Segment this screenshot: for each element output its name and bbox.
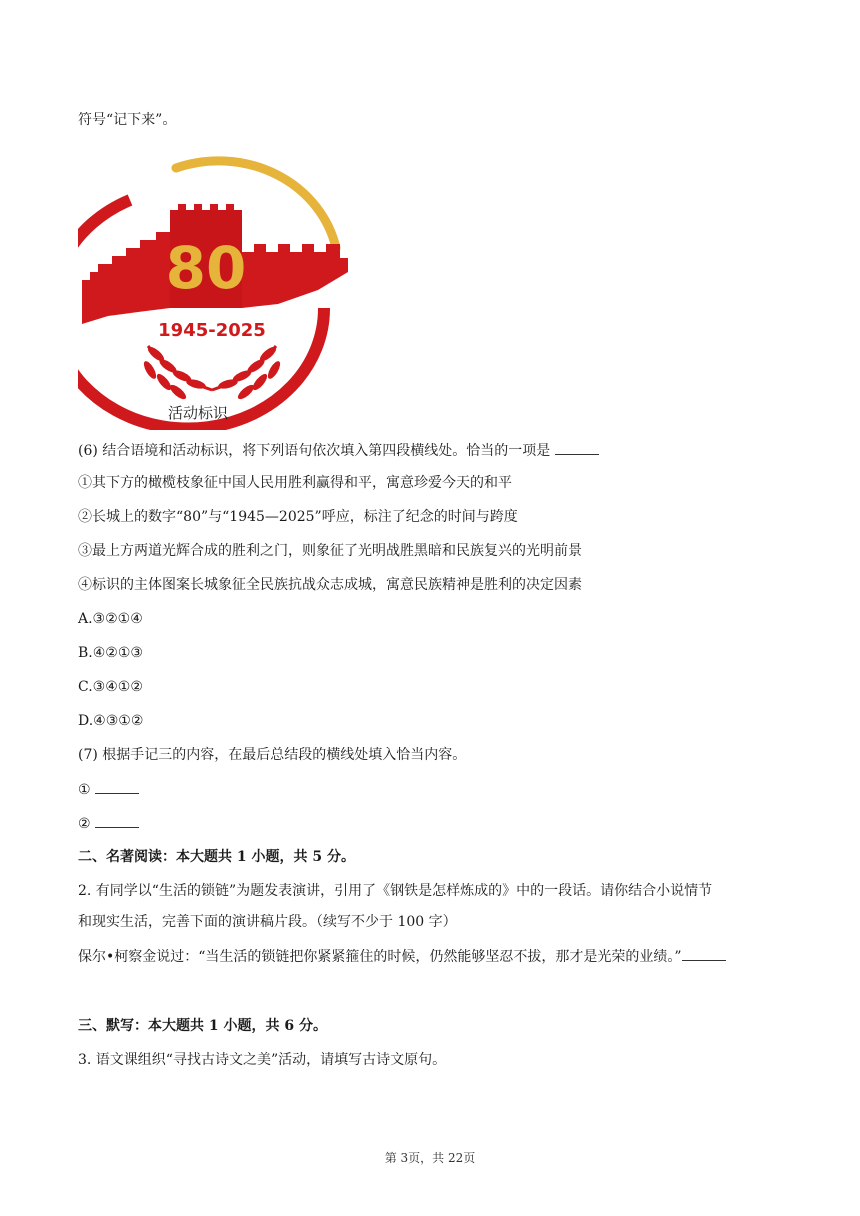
section2-question-line1: 2. 有同学以“生活的锁链”为题发表演讲，引用了《钢铁是怎样炼成的》中的一段话。请你结合小说情节 bbox=[78, 883, 713, 899]
question6-stem bbox=[78, 440, 599, 461]
activity-logo bbox=[78, 140, 358, 430]
option-a: A.③②①④ bbox=[78, 611, 143, 627]
intro-line: 符号“记下来”。 bbox=[78, 112, 177, 128]
quote-text: 保尔•柯察金说过：“当生活的锁链把你紧紧箍住的时候，仍然能够坚忍不拔，那才是光荣的业绩。” bbox=[78, 949, 682, 965]
section2-quote bbox=[78, 946, 726, 967]
question7-stem: (7) 根据手记三的内容，在最后总结段的横线处填入恰当内容。 bbox=[78, 747, 467, 763]
blank-marker: ① bbox=[78, 782, 91, 798]
answer-blank bbox=[95, 813, 139, 828]
question6-item: ②长城上的数字“80”与“1945—2025”呼应，标注了纪念的时间与跨度 bbox=[78, 509, 518, 525]
blank-marker: ② bbox=[78, 816, 91, 832]
logo-caption: 活动标识 bbox=[168, 404, 229, 422]
option-c: C.③④①② bbox=[78, 679, 143, 695]
answer-blank bbox=[682, 946, 726, 961]
option-d: D.④③①② bbox=[78, 713, 144, 729]
option-b: B.④②①③ bbox=[78, 645, 143, 661]
answer-blank bbox=[95, 779, 139, 794]
page-footer: 第 3页，共 22页 bbox=[384, 1151, 476, 1165]
section2-heading: 二、名著阅读：本大题共 1 小题，共 5 分。 bbox=[78, 849, 355, 865]
section3-heading: 三、默写：本大题共 1 小题，共 6 分。 bbox=[78, 1018, 327, 1034]
question7-blank-2 bbox=[78, 813, 139, 834]
section2-question-line2: 和现实生活，完善下面的演讲稿片段。（续写不少于 100 字） bbox=[78, 914, 457, 930]
question6-item: ③最上方两道光辉合成的胜利之门，则象征了光明战胜黑暗和民族复兴的光明前景 bbox=[78, 543, 582, 559]
section3-question: 3. 语文课组织“寻找古诗文之美”活动，请填写古诗文原句。 bbox=[78, 1052, 447, 1068]
logo-number: 80 bbox=[165, 234, 247, 302]
logo-years: 1945-2025 bbox=[158, 320, 266, 341]
question7-blank-1 bbox=[78, 779, 139, 800]
olive-branches bbox=[142, 345, 283, 402]
question6-stem-text: (6) 结合语境和活动标识，将下列语句依次填入第四段横线处。恰当的一项是 bbox=[78, 443, 551, 459]
answer-blank bbox=[555, 440, 599, 455]
question6-item: ④标识的主体图案长城象征全民族抗战众志成城，寓意民族精神是胜利的决定因素 bbox=[78, 577, 582, 593]
question6-item: ①其下方的橄榄枝象征中国人民用胜利赢得和平，寓意珍爱今天的和平 bbox=[78, 475, 512, 491]
